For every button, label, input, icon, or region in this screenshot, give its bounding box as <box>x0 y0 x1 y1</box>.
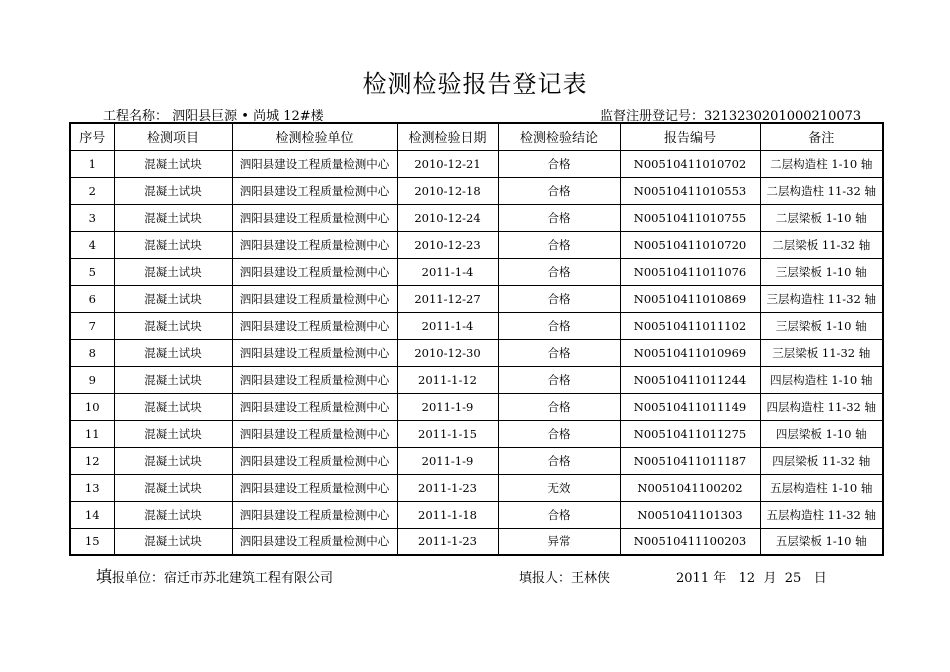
test-conclusion: 合格 <box>498 339 620 366</box>
remark: 四层梁板 11-32 轴 <box>760 447 883 474</box>
remark: 三层构造柱 11-32 轴 <box>760 285 883 312</box>
table-header-row <box>70 123 883 150</box>
report-number: N00510411010755 <box>620 204 760 231</box>
table-row <box>70 231 883 258</box>
test-unit: 泗阳县建设工程质量检测中心 <box>232 528 397 555</box>
test-date: 2010-12-21 <box>397 150 498 177</box>
date-month: 12 <box>738 571 756 586</box>
test-conclusion: 合格 <box>498 312 620 339</box>
report-number: N00510411010869 <box>620 285 760 312</box>
test-conclusion: 合格 <box>498 447 620 474</box>
row-number: 10 <box>70 393 114 420</box>
reporting-unit <box>96 564 333 587</box>
table-row <box>70 393 883 420</box>
reporter-value: 王林侠 <box>571 571 611 586</box>
test-date: 2011-1-4 <box>397 312 498 339</box>
table-row <box>70 258 883 285</box>
header-cell: 备注 <box>760 123 883 150</box>
test-item: 混凝土试块 <box>114 366 232 393</box>
test-item: 混凝土试块 <box>114 177 232 204</box>
report-date <box>676 567 827 586</box>
remark: 二层梁板 1-10 轴 <box>760 204 883 231</box>
test-date: 2011-1-9 <box>397 447 498 474</box>
test-unit: 泗阳县建设工程质量检测中心 <box>232 177 397 204</box>
test-item: 混凝土试块 <box>114 312 232 339</box>
project-name-label: 工程名称： <box>103 109 169 124</box>
test-item: 混凝土试块 <box>114 528 232 555</box>
test-item: 混凝土试块 <box>114 204 232 231</box>
test-unit: 泗阳县建设工程质量检测中心 <box>232 231 397 258</box>
row-number: 5 <box>70 258 114 285</box>
test-item: 混凝土试块 <box>114 501 232 528</box>
test-conclusion: 合格 <box>498 501 620 528</box>
row-number: 4 <box>70 231 114 258</box>
row-number: 14 <box>70 501 114 528</box>
remark: 五层构造柱 11-32 轴 <box>760 501 883 528</box>
test-date: 2011-1-23 <box>397 528 498 555</box>
table-row <box>70 366 883 393</box>
row-number: 6 <box>70 285 114 312</box>
test-unit: 泗阳县建设工程质量检测中心 <box>232 447 397 474</box>
report-number: N00510411011244 <box>620 366 760 393</box>
reporting-unit-label: 报单位： <box>112 571 165 586</box>
registration-label: 监督注册登记号： <box>600 109 705 124</box>
report-number: N00510411010720 <box>620 231 760 258</box>
project-name-value: 泗阳县巨源 • 尚城 12#楼 <box>172 109 324 124</box>
test-item: 混凝土试块 <box>114 339 232 366</box>
reporting-unit-value: 宿迁市苏北建筑工程有限公司 <box>164 571 334 586</box>
table-row <box>70 150 883 177</box>
report-number: N00510411011187 <box>620 447 760 474</box>
header-cell: 序号 <box>70 123 114 150</box>
remark: 三层梁板 11-32 轴 <box>760 339 883 366</box>
table-row <box>70 474 883 501</box>
row-number: 9 <box>70 366 114 393</box>
reporter <box>519 567 610 586</box>
report-number: N00510411100203 <box>620 528 760 555</box>
test-unit: 泗阳县建设工程质量检测中心 <box>232 420 397 447</box>
test-conclusion: 合格 <box>498 258 620 285</box>
registration-value: 3213230201000210073 <box>704 109 862 124</box>
test-conclusion: 合格 <box>498 204 620 231</box>
report-register-table <box>69 122 884 556</box>
row-number: 15 <box>70 528 114 555</box>
date-month-label: 月 <box>763 571 777 586</box>
test-item: 混凝土试块 <box>114 150 232 177</box>
test-item: 混凝土试块 <box>114 474 232 501</box>
table-row <box>70 204 883 231</box>
table-row <box>70 420 883 447</box>
test-conclusion: 合格 <box>498 285 620 312</box>
test-unit: 泗阳县建设工程质量检测中心 <box>232 150 397 177</box>
row-number: 7 <box>70 312 114 339</box>
remark: 二层梁板 11-32 轴 <box>760 231 883 258</box>
table-row <box>70 285 883 312</box>
test-date: 2011-1-23 <box>397 474 498 501</box>
test-conclusion: 合格 <box>498 177 620 204</box>
test-item: 混凝土试块 <box>114 393 232 420</box>
remark: 五层梁板 1-10 轴 <box>760 528 883 555</box>
report-number: N00510411011149 <box>620 393 760 420</box>
date-day: 25 <box>784 571 802 586</box>
test-unit: 泗阳县建设工程质量检测中心 <box>232 258 397 285</box>
row-number: 13 <box>70 474 114 501</box>
row-number: 8 <box>70 339 114 366</box>
test-date: 2011-1-15 <box>397 420 498 447</box>
test-unit: 泗阳县建设工程质量检测中心 <box>232 339 397 366</box>
test-conclusion: 合格 <box>498 231 620 258</box>
table-row <box>70 312 883 339</box>
test-conclusion: 合格 <box>498 366 620 393</box>
test-item: 混凝土试块 <box>114 447 232 474</box>
remark: 四层梁板 1-10 轴 <box>760 420 883 447</box>
test-item: 混凝土试块 <box>114 420 232 447</box>
test-conclusion: 合格 <box>498 420 620 447</box>
header-cell: 检测检验单位 <box>232 123 397 150</box>
table-row <box>70 528 883 555</box>
row-number: 3 <box>70 204 114 231</box>
test-date: 2010-12-30 <box>397 339 498 366</box>
test-unit: 泗阳县建设工程质量检测中心 <box>232 366 397 393</box>
test-date: 2010-12-24 <box>397 204 498 231</box>
test-unit: 泗阳县建设工程质量检测中心 <box>232 474 397 501</box>
test-conclusion: 合格 <box>498 393 620 420</box>
remark: 二层构造柱 11-32 轴 <box>760 177 883 204</box>
test-item: 混凝土试块 <box>114 258 232 285</box>
test-conclusion: 合格 <box>498 150 620 177</box>
test-date: 2011-1-12 <box>397 366 498 393</box>
report-number: N00510411010702 <box>620 150 760 177</box>
test-date: 2011-12-27 <box>397 285 498 312</box>
report-number: N00510411010553 <box>620 177 760 204</box>
row-number: 11 <box>70 420 114 447</box>
date-year-label: 年 <box>713 571 727 586</box>
test-date: 2011-1-4 <box>397 258 498 285</box>
remark: 四层构造柱 11-32 轴 <box>760 393 883 420</box>
date-year: 2011 <box>676 571 710 586</box>
report-number: N0051041101303 <box>620 501 760 528</box>
report-number: N00510411011102 <box>620 312 760 339</box>
header-cell: 报告编号 <box>620 123 760 150</box>
test-unit: 泗阳县建设工程质量检测中心 <box>232 312 397 339</box>
test-unit: 泗阳县建设工程质量检测中心 <box>232 204 397 231</box>
header-cell: 检测检验日期 <box>397 123 498 150</box>
table-row <box>70 501 883 528</box>
report-number: N0051041100202 <box>620 474 760 501</box>
remark: 四层构造柱 1-10 轴 <box>760 366 883 393</box>
page-title: 检测检验报告登记表 <box>362 70 588 98</box>
row-number: 2 <box>70 177 114 204</box>
test-date: 2011-1-9 <box>397 393 498 420</box>
report-number: N00510411010969 <box>620 339 760 366</box>
reporter-label: 填报人： <box>519 571 572 586</box>
test-unit: 泗阳县建设工程质量检测中心 <box>232 501 397 528</box>
row-number: 12 <box>70 447 114 474</box>
test-item: 混凝土试块 <box>114 285 232 312</box>
table-row <box>70 447 883 474</box>
report-number: N00510411011076 <box>620 258 760 285</box>
test-conclusion: 无效 <box>498 474 620 501</box>
test-unit: 泗阳县建设工程质量检测中心 <box>232 285 397 312</box>
remark: 三层梁板 1-10 轴 <box>760 312 883 339</box>
row-number: 1 <box>70 150 114 177</box>
table-row <box>70 177 883 204</box>
remark: 五层构造柱 1-10 轴 <box>760 474 883 501</box>
test-date: 2010-12-18 <box>397 177 498 204</box>
table-row <box>70 339 883 366</box>
reporting-unit-label-first: 填 <box>96 567 113 586</box>
date-day-label: 日 <box>813 571 827 586</box>
test-date: 2011-1-18 <box>397 501 498 528</box>
test-unit: 泗阳县建设工程质量检测中心 <box>232 393 397 420</box>
header-cell: 检测检验结论 <box>498 123 620 150</box>
remark: 二层构造柱 1-10 轴 <box>760 150 883 177</box>
report-number: N00510411011275 <box>620 420 760 447</box>
test-conclusion: 异常 <box>498 528 620 555</box>
remark: 三层梁板 1-10 轴 <box>760 258 883 285</box>
test-item: 混凝土试块 <box>114 231 232 258</box>
test-date: 2010-12-23 <box>397 231 498 258</box>
header-cell: 检测项目 <box>114 123 232 150</box>
